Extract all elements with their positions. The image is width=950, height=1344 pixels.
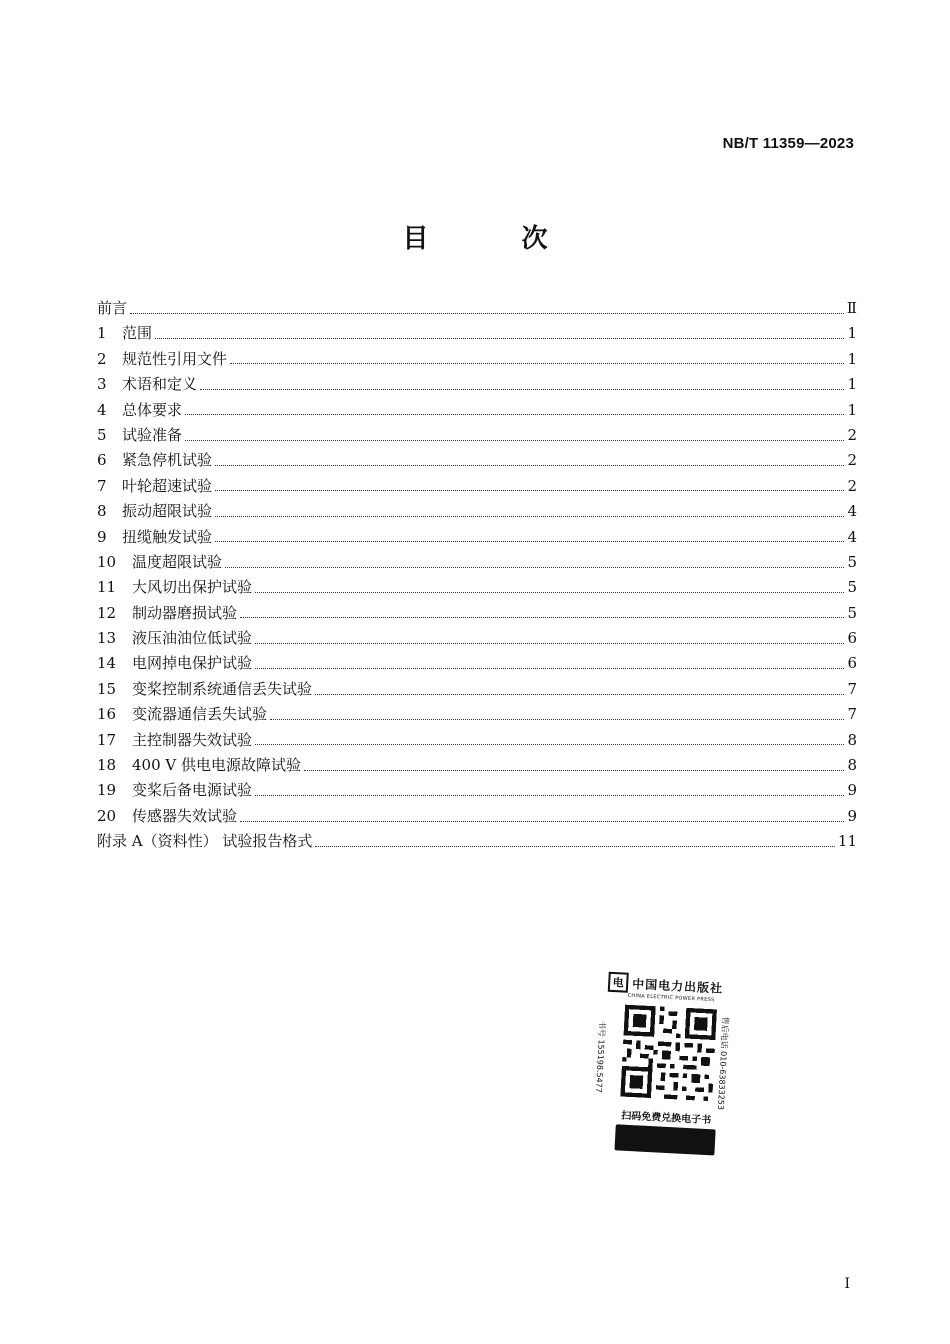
leader-dots <box>240 616 844 618</box>
toc-entry-label: 变桨后备电源试验 <box>132 781 253 800</box>
toc-entry-number: 9 <box>97 527 107 546</box>
leader-dots <box>255 642 844 644</box>
leader-dots <box>225 566 844 568</box>
toc-entry-number: 5 <box>97 425 107 444</box>
toc-entry-number: 14 <box>97 654 117 673</box>
leader-dots <box>240 820 844 822</box>
toc-entry-page: 5 <box>847 603 857 622</box>
leader-dots <box>255 743 844 745</box>
toc-entry-page: 6 <box>847 654 857 673</box>
toc-entry-page: 1 <box>847 349 857 368</box>
toc-entry-page: 5 <box>847 552 857 571</box>
toc-entry[interactable] <box>97 449 857 474</box>
redacted-code-box <box>614 1124 715 1155</box>
scan-instruction: 扫码免费兑换电子书 <box>620 1110 712 1127</box>
leader-dots <box>130 312 844 314</box>
toc-entry-number: 16 <box>97 705 117 724</box>
toc-entry-label: 400 V 供电电源故障试验 <box>132 756 301 775</box>
toc-entry-page: 2 <box>847 451 857 470</box>
toc-entry-number: 7 <box>97 476 107 495</box>
toc-entry[interactable] <box>97 652 857 677</box>
toc-entry-label: 传感器失效试验 <box>132 806 238 825</box>
toc-entry[interactable] <box>97 703 857 728</box>
leader-dots <box>230 362 844 364</box>
toc-entry-number: 8 <box>97 502 107 521</box>
toc-entry-label: 术语和定义 <box>122 375 198 394</box>
toc-entry[interactable] <box>97 729 857 754</box>
toc-entry-label: 紧急停机试验 <box>122 451 213 470</box>
toc-entry-page: 7 <box>847 705 857 724</box>
toc-entry-page: 8 <box>847 730 857 749</box>
toc-entry-page: 7 <box>847 679 857 698</box>
toc-entry-number: 3 <box>97 375 107 394</box>
toc-entry[interactable] <box>97 678 857 703</box>
toc-entry-number: 11 <box>97 578 117 597</box>
toc-entry-label: 大风切出保护试验 <box>132 578 253 597</box>
table-of-contents <box>97 297 857 856</box>
toc-entry[interactable] <box>97 526 857 551</box>
toc-entry[interactable] <box>97 500 857 525</box>
toc-entry-number: 6 <box>97 451 107 470</box>
toc-entry-page: 11 <box>837 832 857 851</box>
toc-entry[interactable] <box>97 475 857 500</box>
page-folio: I <box>844 1276 850 1292</box>
toc-entry[interactable] <box>97 399 857 424</box>
toc-entry-label: 试验准备 <box>122 425 183 444</box>
toc-entry-page: 1 <box>847 400 857 419</box>
publisher-name: 中国电力出版社 <box>631 976 724 996</box>
toc-entry-page: 1 <box>847 324 857 343</box>
leader-dots <box>270 718 844 720</box>
toc-entry-label: 附录 A（资料性） 试验报告格式 <box>97 832 313 851</box>
toc-entry-number: 18 <box>97 756 117 775</box>
toc-entry-page: 8 <box>847 756 857 775</box>
book-number: 书号 155198.5477 <box>593 1020 607 1094</box>
toc-entry-label: 扭缆触发试验 <box>122 527 213 546</box>
toc-entry[interactable] <box>97 779 857 804</box>
toc-entry-number: 10 <box>97 552 117 571</box>
toc-entry[interactable] <box>97 576 857 601</box>
leader-dots <box>200 388 844 390</box>
toc-entry-number: 20 <box>97 806 117 825</box>
toc-entry-label: 范围 <box>122 324 153 343</box>
toc-entry-label: 温度超限试验 <box>132 552 223 571</box>
toc-entry[interactable] <box>97 551 857 576</box>
toc-entry-label: 总体要求 <box>122 400 183 419</box>
toc-entry-label: 变流器通信丢失试验 <box>132 705 268 724</box>
toc-entry-label: 规范性引用文件 <box>122 349 228 368</box>
page-title: 目 次 <box>402 224 590 254</box>
toc-entry[interactable] <box>97 754 857 779</box>
toc-entry-page: 9 <box>847 806 857 825</box>
leader-dots <box>215 540 844 542</box>
toc-entry[interactable] <box>97 297 857 322</box>
leader-dots <box>315 845 835 847</box>
toc-entry-page: Ⅱ <box>846 299 857 317</box>
leader-dots <box>255 667 844 669</box>
leader-dots <box>255 591 844 593</box>
toc-entry-number: 2 <box>97 349 107 368</box>
toc-entry-page: 5 <box>847 578 857 597</box>
leader-dots <box>304 769 844 771</box>
toc-entry-label: 液压油油位低试验 <box>132 629 253 648</box>
toc-entry-number: 17 <box>97 730 117 749</box>
qr-code-icon[interactable] <box>620 1005 717 1102</box>
toc-entry-page: 4 <box>847 527 857 546</box>
toc-entry[interactable] <box>97 322 857 347</box>
toc-entry-page: 9 <box>847 781 857 800</box>
toc-entry-number: 19 <box>97 781 117 800</box>
toc-entry-page: 2 <box>847 425 857 444</box>
toc-entry-label: 主控制器失效试验 <box>132 730 253 749</box>
toc-entry[interactable] <box>97 373 857 398</box>
leader-dots <box>215 464 844 466</box>
toc-entry[interactable] <box>97 627 857 652</box>
toc-entry[interactable] <box>97 830 857 855</box>
toc-entry[interactable] <box>97 348 857 373</box>
toc-entry-number: 1 <box>97 324 107 343</box>
service-phone: 售后电话 010-63833253 <box>715 1016 730 1111</box>
leader-dots <box>155 337 844 339</box>
leader-dots <box>315 693 844 695</box>
qr-sticker <box>593 972 738 1159</box>
toc-entry-page: 2 <box>847 476 857 495</box>
toc-entry-number: 12 <box>97 603 117 622</box>
toc-entry-number: 15 <box>97 679 117 698</box>
toc-entry-label: 振动超限试验 <box>122 502 213 521</box>
toc-entry-label: 前言 <box>97 299 128 317</box>
leader-dots <box>185 413 844 415</box>
toc-entry-page: 4 <box>847 502 857 521</box>
leader-dots <box>185 439 844 441</box>
toc-entry-number: 4 <box>97 400 107 419</box>
toc-entry[interactable] <box>97 805 857 830</box>
leader-dots <box>215 489 844 491</box>
toc-entry-label: 电网掉电保护试验 <box>132 654 253 673</box>
toc-entry-number: 13 <box>97 629 117 648</box>
toc-entry-label: 制动器磨损试验 <box>132 603 238 622</box>
toc-entry-page: 1 <box>847 375 857 394</box>
publisher-english-name: CHINA ELECTRIC POWER PRESS <box>627 992 715 1004</box>
leader-dots <box>215 515 844 517</box>
publisher-logo-icon: 电 <box>608 972 629 993</box>
toc-entry-label: 变桨控制系统通信丢失试验 <box>132 679 313 698</box>
toc-entry[interactable] <box>97 424 857 449</box>
leader-dots <box>255 794 844 796</box>
standard-number: NB/T 11359—2023 <box>722 135 854 152</box>
toc-entry-label: 叶轮超速试验 <box>122 476 213 495</box>
toc-entry[interactable] <box>97 602 857 627</box>
toc-entry-page: 6 <box>847 629 857 648</box>
